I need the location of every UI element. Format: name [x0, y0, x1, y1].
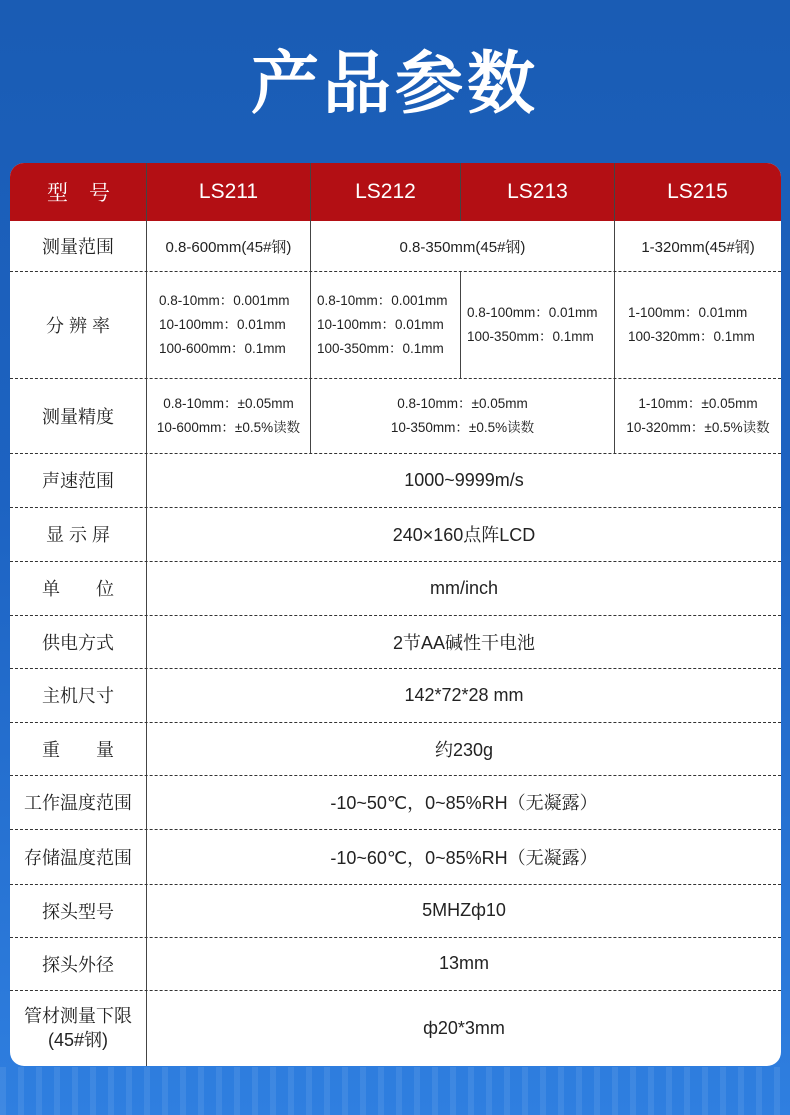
background-stripes	[0, 1067, 790, 1115]
page-title: 产品参数	[250, 45, 539, 124]
resolution-line: 10-100mm：0.01mm	[159, 316, 286, 332]
store-temp-value: -10~60℃，0~85%RH（无凝露）	[330, 847, 598, 868]
row-label-probe-diameter: 探头外径	[42, 954, 114, 975]
resolution-ls213	[467, 271, 614, 378]
resolution-ls212	[317, 271, 460, 378]
resolution-line: 100-350mm：0.1mm	[467, 328, 594, 344]
header-model-ls215: LS215	[614, 163, 781, 221]
row-label-unit: 单 位	[42, 579, 114, 599]
pipe-limit-label: 管材测量下限	[24, 1006, 132, 1026]
resolution-line: 10-100mm：0.01mm	[317, 316, 444, 332]
resolution-line: 100-320mm：0.1mm	[628, 328, 755, 344]
row-label-pipe-limit	[10, 990, 146, 1066]
resolution-line: 0.8-100mm：0.01mm	[467, 304, 598, 320]
row-label-range: 测量范围	[42, 237, 114, 257]
pipe-limit-value: ф20*3mm	[423, 1017, 505, 1038]
resolution-line: 1-100mm：0.01mm	[628, 304, 748, 320]
row-label-sound-speed: 声速范围	[42, 471, 114, 491]
row-label-accuracy: 测量精度	[42, 406, 114, 427]
accuracy-line: 1-10mm：±0.05mm	[638, 395, 758, 411]
header-model-ls211: LS211	[147, 163, 310, 221]
work-temp-value: -10~50℃，0~85%RH（无凝露）	[330, 793, 598, 813]
row-label-power: 供电方式	[42, 632, 114, 653]
accuracy-ls215	[615, 378, 781, 453]
probe-model-value: 5MHZф10	[422, 900, 506, 920]
resolution-line: 0.8-10mm：0.001mm	[317, 292, 448, 308]
range-ls211: 0.8-600mm(45#钢)	[165, 238, 292, 256]
resolution-line: 100-350mm：0.1mm	[317, 340, 444, 356]
power-value: 2节AA碱性干电池	[392, 632, 536, 653]
column-divider	[460, 271, 461, 378]
probe-diameter-value: 13mm	[438, 953, 489, 973]
row-label-work-temp: 工作温度范围	[24, 793, 132, 813]
accuracy-line: 10-600mm：±0.5%读数	[156, 419, 301, 435]
header-model-ls213: LS213	[461, 163, 614, 221]
resolution-line: 0.8-10mm：0.001mm	[159, 292, 290, 308]
accuracy-ls212-ls213	[311, 378, 614, 453]
header-model-label: 型 号	[10, 163, 147, 221]
accuracy-line: 0.8-10mm：±0.05mm	[163, 395, 294, 411]
header-model-ls212: LS212	[310, 163, 461, 221]
sound-speed-value: 1000~9999m/s	[404, 469, 524, 490]
range-ls215: 1-320mm(45#钢)	[641, 238, 755, 256]
display-value: 240×160点阵LCD	[392, 525, 536, 545]
row-label-store-temp: 存储温度范围	[24, 847, 132, 868]
spec-table	[10, 163, 781, 1066]
size-value: 142*72*28 mm	[404, 684, 524, 705]
unit-value: mm/inch	[429, 577, 498, 598]
range-ls212-ls213: 0.8-350mm(45#钢)	[399, 238, 526, 256]
weight-value: 约230g	[434, 739, 494, 760]
accuracy-ls211	[147, 378, 310, 453]
row-label-size: 主机尺寸	[42, 686, 114, 706]
row-label-resolution: 分 辨 率	[45, 315, 110, 336]
accuracy-line: 0.8-10mm：±0.05mm	[397, 395, 528, 411]
row-label-probe-model: 探头型号	[42, 901, 114, 922]
row-label-display: 显 示 屏	[45, 525, 110, 545]
resolution-line: 100-600mm：0.1mm	[159, 340, 286, 356]
resolution-ls215	[628, 271, 781, 378]
accuracy-line: 10-320mm：±0.5%读数	[626, 419, 770, 435]
resolution-ls211	[159, 271, 310, 378]
accuracy-line: 10-350mm：±0.5%读数	[390, 419, 535, 435]
row-label-weight: 重 量	[42, 739, 114, 760]
column-divider	[460, 163, 461, 221]
pipe-limit-sublabel: (45#钢)	[47, 1030, 109, 1050]
